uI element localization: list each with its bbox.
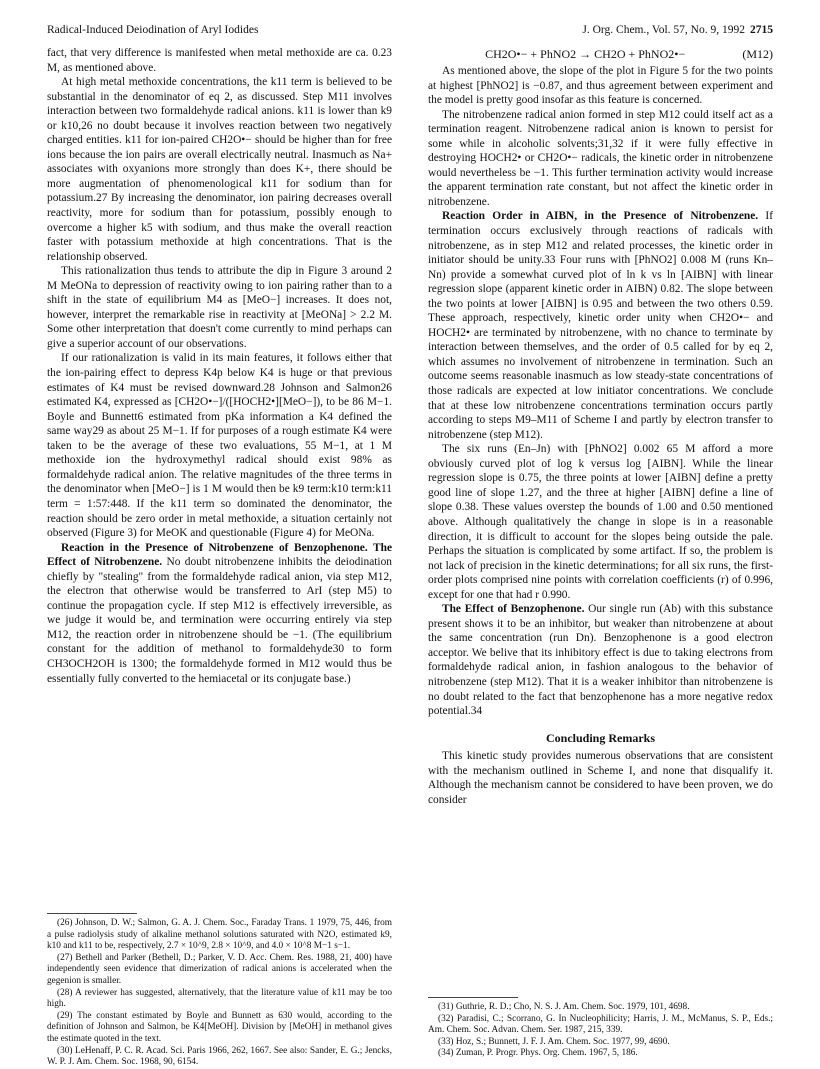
paragraph: If our rationalization is valid in its main features, it follows either that the ion-pairing effect to depress K4p below K4 is huge or that previous estimates of K4 must be revised downward.28 Johnson and Salmon26 estimated K4, expressed as [CH2O•−]/([HOCH2•][MeO−]), to be 86 M−1. Boyle and Bunnett6 estimated from pKa information a K4 defined the same way29 as about 25 M−1. If for purposes of a rough estimate K4 were taken to be the average of these two evaluations, 55 M−1, at 1 M methoxide ion the hydroxymethyl radical should exist 98% as formaldehyde radical anion. The relative magnitudes of the three terms in the denominator when [MeO−] is 1 M would then be k9 term:k10 term:k11 term = 1:57:448. If the k11 term so dominated the denominator, the reaction should be zero order in metal methoxide, a situation certainly not observed (Figure 3) for MeOK and questionable (Figure 4) for MeONa. <box>47 352 392 540</box>
footnote-divider <box>428 997 518 998</box>
paragraph: The nitrobenzene radical anion formed in step M12 could itself act as a termination reagent. Nitrobenzene radical anion is known to persist for some while in alcoholic solvents;31,32 if it were fully effective in destroying HOCH2• or CH2O•− radicals, the kinetic order in nitrobenzene would nevertheless be −1. This further termination activity would increase the apparent termination rate constant, but not affect the kinetic order in nitrobenzene. <box>428 108 773 208</box>
paragraph <box>47 541 392 686</box>
journal-citation <box>582 22 773 38</box>
paragraph <box>428 209 773 442</box>
paragraph: The six runs (En–Jn) with [PhNO2] 0.002 65 M afford a more obviously curved plot of log k versus log [AIBN]. While the linear regression slope is 0.75, the three points at lower [AIBN] define a pretty good line of slope 1.27, and the three at higher [AIBN] define a line of slope 0.38. These values overstep the bounds of 1.00 and 0.50 mentioned above. Although qualitatively the change in slope is in a reasonable direction, it is difficult to account for the slopes being outside the pale. Perhaps the situation is complicated by some artifact. If so, the problem is not lack of precision in the kinetic determinations; for all six runs, the first-order plots comprised nine points with correlation coefficients (r) of 0.996, except for one that had r 0.990. <box>428 443 773 601</box>
left-column <box>47 46 392 686</box>
paragraph: As mentioned above, the slope of the plot in Figure 5 for the two points at highest [PhNO2] is −0.87, and thus agreement between experiment and the model is pretty good insofar as this feature is concerned. <box>428 65 773 107</box>
section-heading: The Effect of Benzophenone. <box>442 603 585 616</box>
paragraph-body: If termination occurs exclusively through reactions of radicals with nitrobenzene, as in step M12 and related processes, the kinetic order in initiator should be unity.33 Four runs with [PhNO2] 0.008 M (runs Kn–Nn) provide a somewhat curved plot of ln k vs ln [AIBN] with linear regression slope (apparent kinetic order in AIBN) 0.82. The slope between the two points at lower [AIBN] is 0.95 and between the two others 0.59. These approach, respectively, kinetic order unity when CH2O•− and HOCH2• are terminated by nitrobenzene, with no chance to terminate by interaction between themselves, and the order of 0.5 called for by eq 2, which assumes no involvement of nitrobenzene in termination. Such an outcome seems reasonable inasmuch as low steady-state concentrations of those radicals are expected at low initiator concentrations. We conclude that at these low nitrobenzene concentrations termination occurs partly according to steps M9–M11 of Scheme I and partly by electron transfer to nitrobenzene (step M12). <box>428 210 773 441</box>
running-header <box>47 22 773 38</box>
paragraph <box>428 602 773 718</box>
footnote: (30) LeHenaff, P. C. R. Acad. Sci. Paris 1966, 262, 1667. See also: Sander, E. G.; Jencks, W. P. J. Am. Chem. Soc. 1968, 90, 6154. <box>47 1045 392 1068</box>
left-footnotes <box>47 903 392 1069</box>
paragraph: At high metal methoxide concentrations, the k11 term is believed to be substantial in the denominator of eq 2, as discussed. Step M11 involves interaction between two formaldehyde radical anions. k11 is lower than k9 or k10,26 no doubt because it involves reaction between two negatively charged entities. k11 for ion-paired CH2O•− should be higher than for free ions because the ion pairs are overall electrically neutral. Inasmuch as Na+ associates with oxyanions more strongly than does K+, there should be more augmentation of phenomenological k11 for sodium than for potassium.27 By increasing the denominator, ion pairing decreases overall reactivity, more for sodium than for potassium, possibly enough to overcome a higher k5 with sodium, and thus make the overall reaction faster with potassium methoxide at high concentrations. That is the relationship observed. <box>47 76 392 263</box>
footnote: (26) Johnson, D. W.; Salmon, G. A. J. Chem. Soc., Faraday Trans. 1 1979, 75, 446, from a pulse radiolysis study of alkaline methanol solutions saturated with N2O, estimated k9, k10 and k11 to be, respectively, 2.7 × 10^9, 2.8 × 10^9, and 4.0 × 10^8 M−1 s−1. <box>47 918 392 952</box>
right-footnotes <box>428 987 773 1060</box>
footnote: (32) Paradisi, C.; Scorrano, G. In Nucleophilicity; Harris, J. M., McManus, S. P., Eds.; Am. Chem. Soc. Advan. Chem. Ser. 1987, 215, 339. <box>428 1013 773 1036</box>
equation-tag: (M12) <box>742 47 773 61</box>
footnote-divider <box>47 913 137 914</box>
footnote: (28) A reviewer has suggested, alternatively, that the literature value of k11 may be too high. <box>47 987 392 1010</box>
footnote: (31) Guthrie, R. D.; Cho, N. S. J. Am. Chem. Soc. 1979, 101, 4698. <box>438 1002 690 1012</box>
page-number: 2715 <box>750 24 773 36</box>
paragraph-body: No doubt nitrobenzene inhibits the deiodination chiefly by "stealing" from the formaldehyde radical anion, via step M12, the electron that otherwise would be transferred to ArI (step M5) to continue the propagation cycle. If step M12 is effectively irreversible, as we judge it would be, and termination were occurring entirely via step M12, the reaction order in nitrobenzene should be −1. (The equilibrium constant for the addition of methanol to formaldehyde30 to form CH3OCH2OH is 1300; the formaldehyde formed in M12 would thus be essentially fully converted to the hemiacetal or its conjugate base.) <box>47 556 392 685</box>
equation-m12 <box>428 46 773 62</box>
paragraph: This rationalization thus tends to attribute the dip in Figure 3 around 2 M MeONa to depression of reactivity owing to ion pairing rather than to a shift in the state of equilibrium M4 as [MeO−] increases. It does not, however, interpret the remarkable rise in reactivity at [MeONa] > 2.2 M. Some other interpretation that doesn't come currently to mind perhaps can give a superior account of our observations. <box>47 265 392 350</box>
running-title: Radical-Induced Deiodination of Aryl Iodides <box>47 24 259 36</box>
right-column <box>428 46 773 807</box>
section-heading: Reaction in the Presence of Nitrobenzene of Benzophenone. The Effect of Nitrobenzene. <box>47 541 392 569</box>
footnote: (29) The constant estimated by Boyle and Bunnett as 630 would, according to the definition of Johnson and Salmon, be K4[MeOH]. Division by [MeOH] in methanol gives the estimate quoted in the text. <box>47 1010 392 1044</box>
footnote: (34) Zuman, P. Progr. Phys. Org. Chem. 1967, 5, 186. <box>438 1048 638 1059</box>
paragraph-body: Our single run (Ab) with this substance present shows it to be an inhibitor, but weaker than nitrobenzene at about the same concentration (run Dn). Benzophenone is a good electron acceptor. We belive that its inhibitory effect is due to taking electrons from formaldehyde radical anion, in fashion analogous to the behavior of nitrobenzene (step M12). That it is a weaker inhibitor than nitrobenzene is no doubt related to the fact that benzophenone has a more negative redox potential.34 <box>428 603 773 718</box>
journal-name: J. Org. Chem., Vol. 57, No. 9, 1992 <box>582 24 745 36</box>
section-title: Concluding Remarks <box>545 730 655 745</box>
paragraph: fact, that very difference is manifested when metal methoxide are ca. 0.23 M, as mentioned above. <box>47 47 392 74</box>
footnote: (33) Hoz, S.; Bunnett, J. F. J. Am. Chem. Soc. 1977, 99, 4690. <box>438 1036 670 1047</box>
equation-text: CH2O•− + PhNO2 → CH2O + PhNO2•− <box>485 47 686 61</box>
footnote: (27) Bethell and Parker (Bethell, D.; Parker, V. D. Acc. Chem. Res. 1988, 21, 400) have independently seen evidence that dimerization of radical anions is accelerated when the gegenion is smaller. <box>47 952 392 986</box>
section-heading: Reaction Order in AIBN, in the Presence of Nitrobenzene. <box>442 210 759 223</box>
paragraph: This kinetic study provides numerous observations that are consistent with the mechanism outlined in Scheme I, and none that disqualify it. Although the mechanism cannot be considered to have been proven, we do consider <box>428 750 773 806</box>
